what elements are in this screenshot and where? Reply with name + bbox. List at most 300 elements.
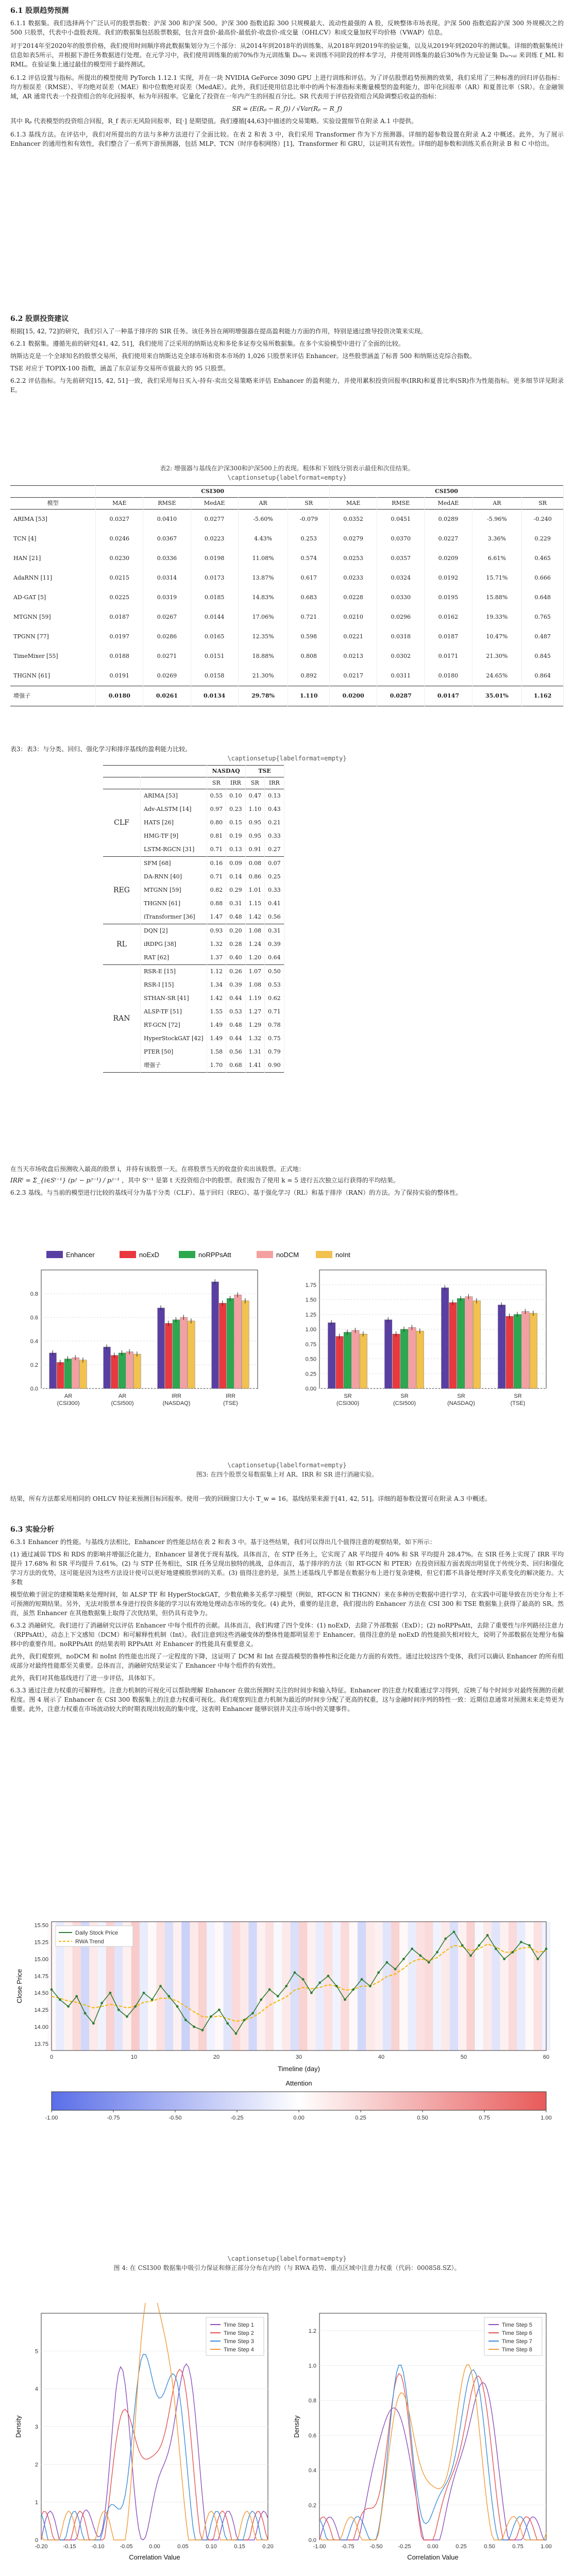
table-cell: 1.42 bbox=[207, 992, 226, 1005]
section-title: 6.3 实验分析 bbox=[10, 1526, 55, 1534]
x-tick-label: 0.00 bbox=[149, 2544, 160, 2550]
bar bbox=[180, 1317, 188, 1388]
attention-band bbox=[148, 1922, 156, 2050]
table-cell: 0.95 bbox=[245, 816, 265, 829]
x-tick-label: 0.05 bbox=[177, 2544, 189, 2550]
data-point bbox=[377, 1971, 380, 1974]
figure-3 bbox=[10, 1247, 564, 1453]
y-tick-label: 13.75 bbox=[34, 2041, 48, 2047]
data-point bbox=[428, 1961, 430, 1964]
legend-label: Enhancer bbox=[66, 1251, 95, 1259]
table-cell: 0.808 bbox=[288, 647, 330, 666]
bar bbox=[158, 1308, 165, 1388]
table-cell: 0.71 bbox=[207, 843, 226, 857]
chart-panel bbox=[306, 1270, 546, 1406]
table-cell: 14.83% bbox=[238, 588, 288, 607]
group-header-cell bbox=[103, 766, 207, 777]
x-tick-label: -0.10 bbox=[91, 2544, 105, 2550]
table-cell: -0.240 bbox=[522, 510, 564, 530]
table-row bbox=[10, 588, 564, 607]
table-cell: 29.78% bbox=[238, 686, 288, 706]
y-tick-label: 0.4 bbox=[308, 2467, 316, 2474]
table-cell: 0.53 bbox=[226, 1005, 246, 1019]
x-tick-label: SR bbox=[344, 1393, 352, 1399]
table-cell: 0.765 bbox=[522, 607, 564, 627]
y-axis-label: Density bbox=[293, 2415, 300, 2438]
paragraph: 结果，所有方法都采用相同的 OHLCV 特征来预测目标回报率。使用一致的回顾窗口大小 T_w = 16。基线结果来源于[41, 42, 51]。详细的超参数设置可在附录 A.3 中概述。 bbox=[10, 1495, 491, 1502]
table-cell: 0.648 bbox=[522, 588, 564, 607]
table-cell: 24.65% bbox=[472, 666, 522, 686]
attention-band bbox=[265, 1922, 274, 2050]
table-cell: 1.41 bbox=[245, 1059, 265, 1073]
table-cell: MTGNN [59] bbox=[141, 884, 207, 897]
table-cell: 0.0221 bbox=[330, 627, 377, 647]
attention-band bbox=[47, 1922, 56, 2050]
x-tick-label: 10 bbox=[130, 2054, 138, 2060]
x-tick-label: 0.75 bbox=[512, 2544, 524, 2550]
attention-band bbox=[534, 1922, 542, 2050]
table-cell: 0.78 bbox=[265, 1019, 284, 1032]
table-cell: 0.683 bbox=[288, 588, 330, 607]
paragraph: 6.3.3 通过注意力权重的可解释性。注意力机制的可视化可以帮助理解 Enhancer 在做出预测时关注的时间步和输入特征。Enhancer 的注意力权重通过学习得到，反映了每个时间步对最终预测的贡献程度。图 4 展示了 Enhancer 在 CSI 300 数据集上的注意力权重可视化。我们观察到注意力机制为最近的时间步分配了更高的权重，这与金融时间序列的特性一致：近期信息通常对预测未来走势更为重要。此外，注意力权重在市场波动较大的时期表现出较高的集中度，这表明 Enhancer 能够识别并关注市场中的关键事件。 bbox=[10, 1687, 564, 1713]
caption-setup: \captionsetup{labelformat=empty} bbox=[227, 2255, 347, 2262]
y-tick-label: 0.4 bbox=[30, 1338, 38, 1345]
attention-band bbox=[383, 1922, 391, 2050]
data-point bbox=[184, 2019, 187, 2021]
table-row bbox=[103, 789, 284, 803]
table-cell: 0.666 bbox=[522, 568, 564, 588]
data-point bbox=[235, 2032, 238, 2035]
paragraph: TSE 对应于 TOPIX-100 指数，涵盖了东京证券交易所市值最大的 95 只股票。 bbox=[10, 365, 230, 372]
paragraph: 6.1.3 基线方法。在评估中，我们对所提出的方法与多种方法进行了全面比较。在表 2 和表 3 中，我们采用 Transformer 作为下方预测器。详细的超参数设置在附录 A.2 中概述。此外，为了展示 Enhancer 的通用性和有效性，我们整合了一系列下游预测器，包括 MLP、TCN（时序卷积网络）[1]、Transformer 和 GRU，以证明其有效性。详细的超参数和训练关系在附录 B 和 C 中给出。 bbox=[10, 131, 564, 147]
data-point bbox=[210, 2015, 212, 2018]
table-row bbox=[10, 529, 564, 549]
data-point bbox=[226, 2022, 229, 2025]
table-cell: AdaRNN [11] bbox=[10, 568, 96, 588]
attention-band bbox=[341, 1922, 349, 2050]
table-cell: 0.0165 bbox=[191, 627, 238, 647]
table-cell: 0.0210 bbox=[330, 607, 377, 627]
bar bbox=[119, 1353, 126, 1388]
table-cell: 0.33 bbox=[265, 829, 284, 843]
table-header bbox=[103, 777, 284, 789]
table-cell: 0.40 bbox=[226, 951, 246, 965]
table-cell: 0.68 bbox=[226, 1059, 246, 1073]
table-cell: 0.0327 bbox=[96, 510, 143, 530]
attention-band bbox=[374, 1922, 382, 2050]
legend-label: Time Step 2 bbox=[224, 2330, 254, 2336]
table-cell: 1.10 bbox=[245, 803, 265, 816]
table-cell: 21.30% bbox=[472, 647, 522, 666]
table-cell: RSR-I [15] bbox=[141, 978, 207, 992]
y-tick-label: 0.6 bbox=[308, 2432, 316, 2439]
x-tick-label: 0.00 bbox=[427, 2544, 438, 2550]
table-cell: 0.0319 bbox=[143, 588, 191, 607]
x-tick-label: (CSI500) bbox=[393, 1400, 416, 1406]
colorbar-tick-label: 1.00 bbox=[541, 2115, 552, 2121]
attention-band bbox=[207, 1922, 215, 2050]
table-cell: 0.0200 bbox=[330, 686, 377, 706]
table-cell: 增强子 bbox=[10, 686, 96, 706]
density-panel bbox=[14, 2303, 274, 2561]
figure-3-caption-block bbox=[10, 1461, 564, 1479]
bar bbox=[49, 1353, 57, 1388]
colorbar-tick-label: 0.00 bbox=[293, 2115, 305, 2121]
data-point bbox=[268, 1988, 271, 1991]
data-point bbox=[503, 1958, 505, 1960]
table-cell: 0.0261 bbox=[143, 686, 191, 706]
group-header-cell: TSE bbox=[245, 766, 284, 777]
table-cell: 0.0185 bbox=[191, 588, 238, 607]
data-point bbox=[394, 1968, 397, 1971]
attention-band bbox=[299, 1922, 307, 2050]
x-tick-label: (CSI500) bbox=[111, 1400, 134, 1406]
table-cell: 0.31 bbox=[226, 897, 246, 910]
data-point bbox=[419, 1954, 422, 1957]
x-tick-label: 30 bbox=[295, 2054, 302, 2060]
header-cell: 模型 bbox=[10, 498, 96, 510]
data-point bbox=[302, 1978, 305, 1980]
bar bbox=[465, 1297, 472, 1388]
table-cell: 0.0171 bbox=[425, 647, 472, 666]
x-tick-label: 40 bbox=[378, 2054, 385, 2060]
data-point bbox=[545, 1947, 548, 1950]
table-cell: 0.0286 bbox=[143, 627, 191, 647]
table-3-block bbox=[10, 744, 564, 1073]
bar bbox=[219, 1303, 226, 1388]
legend-swatch bbox=[257, 1251, 273, 1258]
group-label: RAN bbox=[103, 965, 141, 1073]
data-point bbox=[361, 1978, 363, 1980]
x-tick-label: (TSE) bbox=[223, 1400, 238, 1406]
attention-band bbox=[181, 1922, 190, 2050]
colorbar-tick-label: -0.75 bbox=[107, 2115, 120, 2121]
table-cell: 0.0228 bbox=[330, 588, 377, 607]
data-point bbox=[59, 1998, 61, 2001]
attention-band bbox=[399, 1922, 408, 2050]
x-tick-label: AR bbox=[64, 1393, 73, 1399]
table-cell: 0.71 bbox=[265, 1005, 284, 1019]
x-tick-label: (NASDAQ) bbox=[162, 1400, 191, 1406]
table-cell: 0.0269 bbox=[143, 666, 191, 686]
table-cell: 0.15 bbox=[226, 816, 246, 829]
table-cell: THGNN [61] bbox=[10, 666, 96, 686]
table-cell: TCN [4] bbox=[10, 529, 96, 549]
y-tick-label: 5 bbox=[35, 2348, 38, 2355]
header-cell: RMSE bbox=[377, 498, 425, 510]
bar bbox=[165, 1324, 172, 1389]
bar bbox=[506, 1316, 513, 1388]
table-cell: 0.864 bbox=[522, 666, 564, 686]
attention-band bbox=[291, 1922, 299, 2050]
section-6-1 bbox=[10, 6, 564, 148]
bar bbox=[393, 1334, 400, 1388]
x-tick-label: -0.75 bbox=[341, 2544, 354, 2550]
table-cell: 0.892 bbox=[288, 666, 330, 686]
x-tick-label: -0.05 bbox=[120, 2544, 133, 2550]
attention-band bbox=[173, 1922, 181, 2050]
table-cell: 0.845 bbox=[522, 647, 564, 666]
data-point bbox=[117, 2009, 120, 2011]
table-cell: 0.0352 bbox=[330, 510, 377, 530]
caption-setup: \captionsetup{labelformat=empty} bbox=[227, 755, 347, 762]
table-cell: 1.37 bbox=[207, 951, 226, 965]
data-point bbox=[469, 1954, 472, 1957]
table-cell: AD-GAT [5] bbox=[10, 588, 96, 607]
data-point bbox=[411, 1947, 413, 1950]
data-point bbox=[218, 2009, 221, 2011]
table-cell: 0.93 bbox=[207, 924, 226, 938]
x-tick-label: -0.25 bbox=[398, 2544, 411, 2550]
table-cell: 0.0213 bbox=[330, 647, 377, 666]
x-axis-label: Timeline (day) bbox=[278, 2065, 320, 2073]
bar bbox=[72, 1358, 79, 1388]
table-cell: 0.0336 bbox=[143, 549, 191, 568]
legend-swatch bbox=[46, 1251, 63, 1258]
data-point bbox=[385, 1961, 388, 1964]
bar bbox=[473, 1301, 480, 1388]
table-cell: 0.13 bbox=[265, 789, 284, 803]
table-row bbox=[10, 607, 564, 627]
table-cell: 0.86 bbox=[245, 870, 265, 884]
table-cell: 18.88% bbox=[238, 647, 288, 666]
table-cell: 0.20 bbox=[226, 924, 246, 938]
attention-band bbox=[475, 1922, 483, 2050]
table-cell: 1.47 bbox=[207, 910, 226, 924]
table-cell: 0.27 bbox=[265, 843, 284, 857]
table-cell: HAN [21] bbox=[10, 549, 96, 568]
data-point bbox=[436, 1951, 438, 1954]
table-cell: TPGNN [77] bbox=[10, 627, 96, 647]
y-tick-label: 1.2 bbox=[308, 2328, 316, 2334]
section-6-2-cont bbox=[10, 1164, 564, 1197]
table-cell: 0.90 bbox=[265, 1059, 284, 1073]
table-cell: 0.81 bbox=[207, 829, 226, 843]
table-cell: 1.15 bbox=[245, 897, 265, 910]
table-caption: 表3：表3：与分类、回归、强化学习和排序基线的盈利能力比较。 bbox=[10, 745, 192, 753]
irr-formula-line bbox=[10, 1176, 564, 1185]
data-point bbox=[352, 1988, 354, 1991]
table-cell: 0.0215 bbox=[96, 568, 143, 588]
table-cell: 0.47 bbox=[245, 789, 265, 803]
paragraph: 6.2.2 评估指标。与先前研究[15, 42, 51]一致，我们采用每日买入-持有-卖出交易策略来评估 Enhancer 的盈利能力，并使用累积投资回报率(IRR)和夏普比率(SR)作为性能指标。更多细节详见附录 E。 bbox=[10, 377, 564, 394]
table-cell: 21.30% bbox=[238, 666, 288, 686]
y-tick-label: 0.8 bbox=[308, 2398, 316, 2404]
data-point bbox=[134, 2005, 137, 2008]
table-cell: 0.598 bbox=[288, 627, 330, 647]
table-cell: 0.0330 bbox=[377, 588, 425, 607]
colorbar-tick-label: -1.00 bbox=[45, 2115, 58, 2121]
attention-band bbox=[542, 1922, 550, 2050]
table-cell: 0.0195 bbox=[425, 588, 472, 607]
table-cell: HATS [26] bbox=[141, 816, 207, 829]
y-tick-label: 15.25 bbox=[34, 1939, 48, 1946]
table-cell: 0.16 bbox=[207, 857, 226, 871]
table-cell: 0.0314 bbox=[143, 568, 191, 588]
table-cell: 0.0296 bbox=[377, 607, 425, 627]
x-tick-label: SR bbox=[400, 1393, 409, 1399]
x-tick-label: IRR bbox=[172, 1393, 181, 1399]
table-cell: 1.12 bbox=[207, 965, 226, 979]
x-tick-label: SR bbox=[457, 1393, 465, 1399]
table-cell: RAT [62] bbox=[141, 951, 207, 965]
header-cell: MAE bbox=[96, 498, 143, 510]
data-point bbox=[151, 1998, 154, 2001]
table-cell: 0.0192 bbox=[425, 568, 472, 588]
table-cell: 0.0246 bbox=[96, 529, 143, 549]
table-cell: 0.0370 bbox=[377, 529, 425, 549]
legend-label: noExD bbox=[139, 1251, 160, 1259]
data-point bbox=[50, 1988, 53, 1991]
paragraph: 根据[15, 42, 72]的研究，我们引入了一种基于排序的 SIR 任务。该任务旨在阐明增强器在提高盈利能力方面的作用，特别是通过推导投资决策来实现。 bbox=[10, 328, 427, 335]
table-header bbox=[10, 498, 564, 510]
bar bbox=[188, 1321, 195, 1388]
x-tick-label: IRR bbox=[226, 1393, 235, 1399]
table-cell: 0.28 bbox=[226, 938, 246, 951]
table-cell: 0.0271 bbox=[143, 647, 191, 666]
table-cell: 0.80 bbox=[207, 816, 226, 829]
data-point bbox=[318, 1981, 321, 1984]
table-cell: -5.60% bbox=[238, 510, 288, 530]
bar bbox=[416, 1331, 424, 1388]
table-cell: 0.617 bbox=[288, 568, 330, 588]
table-cell: SFM [68] bbox=[141, 857, 207, 871]
table-cell: 0.0187 bbox=[425, 627, 472, 647]
bar bbox=[126, 1352, 133, 1388]
header-cell: IRR bbox=[226, 777, 246, 789]
sr-formula: SR = (E(Rₚ − R_f)) / √Var(Rₚ − R_f) bbox=[232, 105, 342, 112]
x-tick-label: -0.20 bbox=[35, 2544, 48, 2550]
data-point bbox=[335, 1985, 338, 1988]
table-cell: 0.08 bbox=[245, 857, 265, 871]
table-cell: 0.21 bbox=[265, 816, 284, 829]
legend-label: noInt bbox=[335, 1251, 350, 1259]
table-cell: 1.49 bbox=[207, 1019, 226, 1032]
attention-band bbox=[525, 1922, 533, 2050]
header-cell: RMSE bbox=[143, 498, 191, 510]
y-tick-label: 0.2 bbox=[308, 2502, 316, 2509]
bar bbox=[530, 1313, 537, 1388]
table-cell: 1.32 bbox=[245, 1032, 265, 1045]
data-point bbox=[243, 2019, 246, 2021]
data-point bbox=[126, 2015, 128, 2018]
table-cell: 0.44 bbox=[226, 1032, 246, 1045]
table-cell: 11.08% bbox=[238, 549, 288, 568]
attention-band bbox=[274, 1922, 282, 2050]
data-point bbox=[444, 1937, 447, 1940]
figure-5 bbox=[10, 2303, 564, 2576]
table-cell: 0.0151 bbox=[191, 647, 238, 666]
bar bbox=[360, 1334, 367, 1388]
table-cell: 0.33 bbox=[265, 884, 284, 897]
data-point bbox=[327, 1975, 330, 1977]
table-cell: 0.0302 bbox=[377, 647, 425, 666]
table-cell: 0.0410 bbox=[143, 510, 191, 530]
paragraph: 6.3.1 Enhancer 的性能。与基线方法相比，Enhancer 的性能总结在表 2 和表 3 中。基于这些结果，我们可以得出几个值得注意的观察结果，如下所示： bbox=[10, 1538, 436, 1546]
table-row bbox=[103, 924, 284, 938]
attention-band bbox=[466, 1922, 475, 2050]
attention-band bbox=[483, 1922, 492, 2050]
figure-caption: 图 4: 在 CSI300 数据集中吸引力保证和修正部分分布在内的（与 RWA 趋势、重点区域中注意力权重（代码：000858.SZ）。 bbox=[113, 2264, 461, 2272]
attention-band bbox=[450, 1922, 458, 2050]
table-cell: 0.0191 bbox=[96, 666, 143, 686]
table-row bbox=[10, 666, 564, 686]
paragraph: 6.1.1 数据集。我们选择两个广泛认可的股票指数：沪深 300 和沪深 500。沪深 300 指数追踪 300 只规模最大、流动性最强的 A 股，反映整体市场表现。沪深 500 指数追踪沪深 300 外规模次之的 500 只股票，代表中小盘股表现。我们的数据集包括股票数据，包含开盘价-最高价-最低价-收盘价-成交量（OHLCV）和成交量加权平均价格（VWAP）信息。 bbox=[10, 20, 564, 36]
header-cell bbox=[103, 777, 141, 789]
header-cell bbox=[141, 777, 207, 789]
bar bbox=[457, 1298, 464, 1388]
table-cell: 0.0318 bbox=[377, 627, 425, 647]
table-cell: 0.0267 bbox=[143, 607, 191, 627]
y-tick-label: 15.00 bbox=[34, 1956, 48, 1963]
x-axis-label: Correlation Value bbox=[129, 2553, 180, 2561]
y-tick-label: 0.0 bbox=[308, 2537, 316, 2544]
y-axis-label: Density bbox=[14, 2415, 22, 2438]
data-point bbox=[84, 2012, 87, 2014]
table-cell: 0.253 bbox=[288, 529, 330, 549]
table-cell: 0.43 bbox=[265, 803, 284, 816]
legend-swatch bbox=[316, 1251, 332, 1258]
legend-swatch bbox=[120, 1251, 136, 1258]
table-cell: 1.07 bbox=[245, 965, 265, 979]
attention-band bbox=[240, 1922, 248, 2050]
table-cell: 0.229 bbox=[522, 529, 564, 549]
table-cell: 1.08 bbox=[245, 924, 265, 938]
bar bbox=[385, 1320, 392, 1388]
data-point bbox=[193, 2026, 195, 2028]
table-cell: ARIMA [53] bbox=[141, 789, 207, 803]
table-cell: 0.71 bbox=[207, 870, 226, 884]
table-cell: 17.06% bbox=[238, 607, 288, 627]
table-row bbox=[10, 568, 564, 588]
table-cell: 0.0173 bbox=[191, 568, 238, 588]
table-cell: 0.0187 bbox=[96, 607, 143, 627]
table-3 bbox=[103, 765, 284, 1073]
table-cell: 0.10 bbox=[226, 789, 246, 803]
table-cell: 15.71% bbox=[472, 568, 522, 588]
table-cell: HMG-TF [9] bbox=[141, 829, 207, 843]
legend-label: Time Step 7 bbox=[502, 2338, 532, 2345]
data-point bbox=[260, 1998, 262, 2001]
legend-label: Daily Stock Price bbox=[75, 1930, 119, 1936]
data-point bbox=[201, 2029, 204, 2031]
table-cell: -5.96% bbox=[472, 510, 522, 530]
table-cell: 0.0180 bbox=[96, 686, 143, 706]
y-tick-label: 3 bbox=[35, 2424, 38, 2430]
x-tick-label: 0.20 bbox=[262, 2544, 274, 2550]
table-cell: 1.110 bbox=[288, 686, 330, 706]
table-cell: 0.19 bbox=[226, 829, 246, 843]
y-tick-label: 4 bbox=[35, 2386, 38, 2393]
table-cell: 0.0217 bbox=[330, 666, 377, 686]
table-cell: 0.465 bbox=[522, 549, 564, 568]
bar bbox=[212, 1282, 219, 1388]
paragraph: 纳斯达克是一个全球知名的股票交易所，我们使用来自纳斯达克全球市场和资本市场的 1,026 只股票来评估 Enhancer。这些股票涵盖了标普 500 和纳斯达克综合指数。 bbox=[10, 352, 476, 360]
header-cell: AR bbox=[238, 498, 288, 510]
caption-setup: \captionsetup{labelformat=empty} bbox=[227, 474, 347, 481]
colorbar-tick-label: 0.75 bbox=[479, 2115, 490, 2121]
legend-label: Time Step 1 bbox=[224, 2322, 254, 2328]
group-header-cell: CSI500 bbox=[330, 486, 564, 498]
y-tick-label: 0 bbox=[35, 2537, 38, 2544]
y-tick-label: 1.50 bbox=[305, 1297, 316, 1303]
legend-label: Time Step 3 bbox=[224, 2338, 254, 2345]
y-tick-label: 1.0 bbox=[308, 2363, 316, 2369]
attention-band bbox=[425, 1922, 433, 2050]
data-point bbox=[528, 1944, 531, 1947]
table-cell: 0.0223 bbox=[191, 529, 238, 549]
header-cell: SR bbox=[207, 777, 226, 789]
